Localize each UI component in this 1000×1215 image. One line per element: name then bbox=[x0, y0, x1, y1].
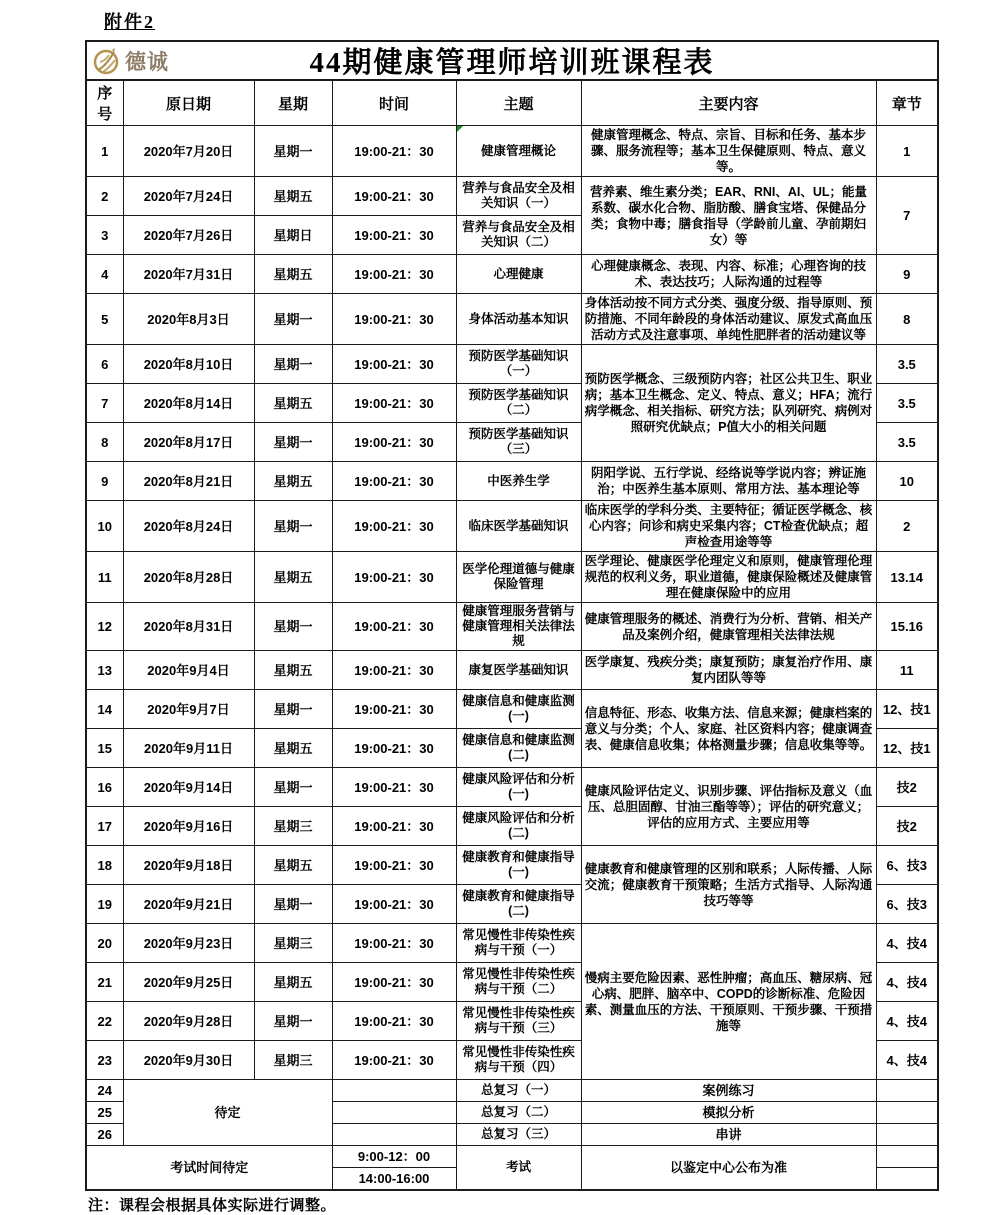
content-cell: 健康风险评估定义、识别步骤、评估指标及意义（血压、总胆固醇、甘油三酯等等）；评估的研究意义；评估的应用方式、主要应用等 bbox=[581, 768, 876, 846]
time-cell: 19:00-21：30 bbox=[332, 294, 456, 345]
time-cell: 19:00-21：30 bbox=[332, 603, 456, 651]
topic-cell: 总复习（一） bbox=[456, 1080, 581, 1102]
chapter-cell bbox=[876, 1146, 938, 1168]
table-row bbox=[86, 1080, 938, 1102]
serial-cell: 18 bbox=[86, 846, 123, 885]
weekday-cell: 星期一 bbox=[254, 294, 332, 345]
serial-cell: 23 bbox=[86, 1041, 123, 1080]
weekday-cell: 星期五 bbox=[254, 255, 332, 294]
table-row bbox=[86, 768, 938, 807]
date-cell: 2020年9月21日 bbox=[123, 885, 254, 924]
weekday-cell: 星期五 bbox=[254, 462, 332, 501]
content-cell: 营养素、维生素分类；EAR、RNI、AI、UL；能量系数、碳水化合物、脂肪酸、膳食宝塔、保健品分类；食物中毒；膳食指导（学龄前儿童、孕前期妇女）等 bbox=[581, 177, 876, 255]
brand-logo bbox=[90, 44, 169, 78]
chapter-cell: 6、技3 bbox=[876, 885, 938, 924]
time-cell: 19:00-21：30 bbox=[332, 501, 456, 552]
chapter-cell: 技2 bbox=[876, 807, 938, 846]
serial-cell: 3 bbox=[86, 216, 123, 255]
pending-cell: 考试时间待定 bbox=[86, 1146, 332, 1191]
topic-cell: 健康信息和健康监测(一) bbox=[456, 690, 581, 729]
chapter-cell: 9 bbox=[876, 255, 938, 294]
summary-cell: 以鉴定中心公布为准 bbox=[581, 1146, 876, 1191]
time-cell: 19:00-21：30 bbox=[332, 384, 456, 423]
content-cell: 医学康复、残疾分类；康复预防；康复治疗作用、康复内团队等等 bbox=[581, 651, 876, 690]
chapter-cell: 15.16 bbox=[876, 603, 938, 651]
time-cell: 19:00-21：30 bbox=[332, 846, 456, 885]
table-row bbox=[86, 846, 938, 885]
serial-cell: 9 bbox=[86, 462, 123, 501]
column-header: 原日期 bbox=[123, 80, 254, 126]
topic-cell: 预防医学基础知识（三） bbox=[456, 423, 581, 462]
time-cell: 19:00-21：30 bbox=[332, 651, 456, 690]
time-cell: 19:00-21：30 bbox=[332, 1041, 456, 1080]
table-row bbox=[86, 255, 938, 294]
topic-cell: 健康风险评估和分析(一) bbox=[456, 768, 581, 807]
time-cell: 19:00-21：30 bbox=[332, 177, 456, 216]
chapter-cell: 2 bbox=[876, 501, 938, 552]
table-row bbox=[86, 294, 938, 345]
column-header: 章节 bbox=[876, 80, 938, 126]
weekday-cell: 星期一 bbox=[254, 345, 332, 384]
serial-cell: 8 bbox=[86, 423, 123, 462]
table-row bbox=[86, 345, 938, 384]
page-title: 44期健康管理师培训班课程表 bbox=[309, 47, 715, 79]
summary-cell: 案例练习 bbox=[581, 1080, 876, 1102]
topic-cell: 常见慢性非传染性疾病与干预（三） bbox=[456, 1002, 581, 1041]
weekday-cell: 星期一 bbox=[254, 603, 332, 651]
summary-cell: 模拟分析 bbox=[581, 1102, 876, 1124]
topic-cell: 临床医学基础知识 bbox=[456, 501, 581, 552]
content-cell: 健康教育和健康管理的区别和联系；人际传播、人际交流；健康教育干预策略；生活方式指导、人际沟通技巧等等 bbox=[581, 846, 876, 924]
weekday-cell: 星期一 bbox=[254, 885, 332, 924]
date-cell: 2020年7月26日 bbox=[123, 216, 254, 255]
column-header: 序号 bbox=[86, 80, 123, 126]
title-cell bbox=[86, 41, 938, 80]
topic-cell: 健康教育和健康指导(二) bbox=[456, 885, 581, 924]
serial-cell: 20 bbox=[86, 924, 123, 963]
date-cell: 2020年7月31日 bbox=[123, 255, 254, 294]
serial-cell: 5 bbox=[86, 294, 123, 345]
topic-cell: 医学伦理道德与健康保险管理 bbox=[456, 552, 581, 603]
weekday-cell: 星期三 bbox=[254, 807, 332, 846]
table-row bbox=[86, 651, 938, 690]
topic-cell: 营养与食品安全及相关知识（一） bbox=[456, 177, 581, 216]
course-schedule-table bbox=[85, 40, 939, 1191]
serial-cell: 26 bbox=[86, 1124, 123, 1146]
serial-cell: 22 bbox=[86, 1002, 123, 1041]
topic-cell: 考试 bbox=[456, 1146, 581, 1191]
serial-cell: 21 bbox=[86, 963, 123, 1002]
date-cell: 2020年8月17日 bbox=[123, 423, 254, 462]
date-cell: 2020年9月25日 bbox=[123, 963, 254, 1002]
date-cell: 2020年7月24日 bbox=[123, 177, 254, 216]
content-cell: 预防医学概念、三级预防内容；社区公共卫生、职业病；基本卫生概念、定义、特点、意义；HFA；流行病学概念、相关指标、研究方法；队列研究、病例对照研究优缺点；P值大小的相关问题 bbox=[581, 345, 876, 462]
chapter-cell: 11 bbox=[876, 651, 938, 690]
content-cell: 医学理论、健康医学伦理定义和原则，健康管理伦理规范的权利义务，职业道德，健康保险概述及健康管理在健康保险中的应用 bbox=[581, 552, 876, 603]
weekday-cell: 星期日 bbox=[254, 216, 332, 255]
time-cell: 19:00-21：30 bbox=[332, 963, 456, 1002]
chapter-cell: 1 bbox=[876, 126, 938, 177]
chapter-cell: 6、技3 bbox=[876, 846, 938, 885]
serial-cell: 19 bbox=[86, 885, 123, 924]
time-cell: 19:00-21：30 bbox=[332, 423, 456, 462]
topic-cell: 营养与食品安全及相关知识（二） bbox=[456, 216, 581, 255]
weekday-cell: 星期一 bbox=[254, 126, 332, 177]
topic-cell: 健康管理概论 bbox=[456, 126, 581, 177]
topic-cell: 健康风险评估和分析(二) bbox=[456, 807, 581, 846]
column-header: 主题 bbox=[456, 80, 581, 126]
chapter-cell: 4、技4 bbox=[876, 1041, 938, 1080]
time-cell: 19:00-21：30 bbox=[332, 924, 456, 963]
date-cell: 2020年9月4日 bbox=[123, 651, 254, 690]
summary-cell: 串讲 bbox=[581, 1124, 876, 1146]
topic-cell: 预防医学基础知识（一） bbox=[456, 345, 581, 384]
topic-cell: 健康教育和健康指导(一) bbox=[456, 846, 581, 885]
weekday-cell: 星期一 bbox=[254, 1002, 332, 1041]
topic-cell: 常见慢性非传染性疾病与干预（二） bbox=[456, 963, 581, 1002]
topic-cell: 预防医学基础知识（二） bbox=[456, 384, 581, 423]
serial-cell: 10 bbox=[86, 501, 123, 552]
topic-cell: 身体活动基本知识 bbox=[456, 294, 581, 345]
time-cell: 19:00-21：30 bbox=[332, 126, 456, 177]
date-cell: 2020年9月11日 bbox=[123, 729, 254, 768]
serial-cell: 17 bbox=[86, 807, 123, 846]
time-cell: 19:00-21：30 bbox=[332, 255, 456, 294]
chapter-cell: 技2 bbox=[876, 768, 938, 807]
topic-cell: 总复习（三） bbox=[456, 1124, 581, 1146]
date-cell: 2020年8月28日 bbox=[123, 552, 254, 603]
chapter-cell: 10 bbox=[876, 462, 938, 501]
time-cell: 19:00-21：30 bbox=[332, 807, 456, 846]
content-cell: 慢病主要危险因素、恶性肿瘤；高血压、糖尿病、冠心病、肥胖、脑卒中、COPD的诊断标准、危险因素、测量血压的方法、干预原则、干预步骤、干预措施等 bbox=[581, 924, 876, 1080]
date-cell: 2020年9月18日 bbox=[123, 846, 254, 885]
date-cell: 2020年9月16日 bbox=[123, 807, 254, 846]
chapter-cell bbox=[876, 1080, 938, 1102]
chapter-cell bbox=[876, 1168, 938, 1191]
content-cell: 身体活动按不同方式分类、强度分级、指导原则、预防措施、不同年龄段的身体活动建议、原发式高血压活动方式及注意事项、单纯性肥胖者的活动建议等 bbox=[581, 294, 876, 345]
column-header-row bbox=[86, 80, 938, 126]
date-cell: 2020年8月24日 bbox=[123, 501, 254, 552]
time-cell: 19:00-21：30 bbox=[332, 345, 456, 384]
pending-cell: 待定 bbox=[123, 1080, 332, 1146]
weekday-cell: 星期五 bbox=[254, 846, 332, 885]
date-cell: 2020年9月14日 bbox=[123, 768, 254, 807]
chapter-cell: 8 bbox=[876, 294, 938, 345]
content-cell: 阴阳学说、五行学说、经络说等学说内容；辨证施治；中医养生基本原则、常用方法、基本理论等 bbox=[581, 462, 876, 501]
weekday-cell: 星期三 bbox=[254, 1041, 332, 1080]
date-cell: 2020年9月30日 bbox=[123, 1041, 254, 1080]
table-row bbox=[86, 1146, 938, 1168]
table-row bbox=[86, 177, 938, 216]
date-cell: 2020年8月3日 bbox=[123, 294, 254, 345]
table-row bbox=[86, 690, 938, 729]
serial-cell: 24 bbox=[86, 1080, 123, 1102]
date-cell: 2020年8月31日 bbox=[123, 603, 254, 651]
serial-cell: 15 bbox=[86, 729, 123, 768]
date-cell: 2020年8月14日 bbox=[123, 384, 254, 423]
time-cell: 19:00-21：30 bbox=[332, 885, 456, 924]
column-header: 星期 bbox=[254, 80, 332, 126]
topic-cell: 中医养生学 bbox=[456, 462, 581, 501]
time-cell bbox=[332, 1124, 456, 1146]
chapter-cell: 3.5 bbox=[876, 384, 938, 423]
topic-cell: 总复习（二） bbox=[456, 1102, 581, 1124]
topic-cell: 健康管理服务营销与健康管理相关法律法规 bbox=[456, 603, 581, 651]
weekday-cell: 星期五 bbox=[254, 384, 332, 423]
column-header: 时间 bbox=[332, 80, 456, 126]
table-row bbox=[86, 552, 938, 603]
chapter-cell: 13.14 bbox=[876, 552, 938, 603]
weekday-cell: 星期五 bbox=[254, 651, 332, 690]
table-row bbox=[86, 924, 938, 963]
brand-name: 德诚 bbox=[125, 51, 169, 74]
weekday-cell: 星期五 bbox=[254, 729, 332, 768]
time-cell: 9:00-12：00 bbox=[332, 1146, 456, 1168]
time-cell: 19:00-21：30 bbox=[332, 216, 456, 255]
wheat-circle-icon bbox=[90, 44, 124, 78]
serial-cell: 7 bbox=[86, 384, 123, 423]
table-row bbox=[86, 126, 938, 177]
chapter-cell: 4、技4 bbox=[876, 924, 938, 963]
chapter-cell: 4、技4 bbox=[876, 1002, 938, 1041]
serial-cell: 25 bbox=[86, 1102, 123, 1124]
time-cell bbox=[332, 1102, 456, 1124]
serial-cell: 13 bbox=[86, 651, 123, 690]
weekday-cell: 星期三 bbox=[254, 924, 332, 963]
chapter-cell: 3.5 bbox=[876, 423, 938, 462]
content-cell: 健康管理概念、特点、宗旨、目标和任务、基本步骤、服务流程等；基本卫生保健原则、特点、意义等。 bbox=[581, 126, 876, 177]
topic-cell: 康复医学基础知识 bbox=[456, 651, 581, 690]
serial-cell: 14 bbox=[86, 690, 123, 729]
date-cell: 2020年9月28日 bbox=[123, 1002, 254, 1041]
serial-cell: 1 bbox=[86, 126, 123, 177]
topic-cell: 健康信息和健康监测(二) bbox=[456, 729, 581, 768]
time-cell bbox=[332, 1080, 456, 1102]
weekday-cell: 星期五 bbox=[254, 552, 332, 603]
table-row bbox=[86, 501, 938, 552]
time-cell: 19:00-21：30 bbox=[332, 552, 456, 603]
time-cell: 19:00-21：30 bbox=[332, 462, 456, 501]
time-cell: 19:00-21：30 bbox=[332, 768, 456, 807]
serial-cell: 12 bbox=[86, 603, 123, 651]
chapter-cell: 12、技1 bbox=[876, 690, 938, 729]
content-cell: 心理健康概念、表现、内容、标准；心理咨询的技术、表达技巧；人际沟通的过程等 bbox=[581, 255, 876, 294]
course-table-body bbox=[86, 126, 938, 1191]
weekday-cell: 星期一 bbox=[254, 768, 332, 807]
title-row bbox=[86, 41, 938, 80]
serial-cell: 4 bbox=[86, 255, 123, 294]
footnote: 注：课程会根据具体实际进行调整。 bbox=[88, 1197, 337, 1214]
content-cell: 临床医学的学科分类、主要特征；循证医学概念、核心内容；问诊和病史采集内容；CT检查优缺点；超声检查用途等等 bbox=[581, 501, 876, 552]
table-row bbox=[86, 603, 938, 651]
weekday-cell: 星期一 bbox=[254, 690, 332, 729]
serial-cell: 11 bbox=[86, 552, 123, 603]
date-cell: 2020年9月7日 bbox=[123, 690, 254, 729]
topic-cell: 心理健康 bbox=[456, 255, 581, 294]
serial-cell: 6 bbox=[86, 345, 123, 384]
weekday-cell: 星期五 bbox=[254, 963, 332, 1002]
time-cell: 19:00-21：30 bbox=[332, 1002, 456, 1041]
table-row bbox=[86, 462, 938, 501]
column-header: 主要内容 bbox=[581, 80, 876, 126]
content-cell: 健康管理服务的概述、消费行为分析、营销、相关产品及案例介绍，健康管理相关法律法规 bbox=[581, 603, 876, 651]
date-cell: 2020年7月20日 bbox=[123, 126, 254, 177]
weekday-cell: 星期一 bbox=[254, 423, 332, 462]
chapter-cell bbox=[876, 1102, 938, 1124]
date-cell: 2020年8月10日 bbox=[123, 345, 254, 384]
time-cell: 19:00-21：30 bbox=[332, 729, 456, 768]
chapter-cell: 12、技1 bbox=[876, 729, 938, 768]
attachment-label: 附件2 bbox=[104, 12, 155, 32]
chapter-cell bbox=[876, 1124, 938, 1146]
topic-cell: 常见慢性非传染性疾病与干预（一） bbox=[456, 924, 581, 963]
content-cell: 信息特征、形态、收集方法、信息来源；健康档案的意义与分类；个人、家庭、社区资料内容；健康调查表、健康信息收集；体格测量步骤；信息收集等等。 bbox=[581, 690, 876, 768]
serial-cell: 2 bbox=[86, 177, 123, 216]
chapter-cell: 3.5 bbox=[876, 345, 938, 384]
chapter-cell: 7 bbox=[876, 177, 938, 255]
time-cell: 14:00-16:00 bbox=[332, 1168, 456, 1191]
time-cell: 19:00-21：30 bbox=[332, 690, 456, 729]
serial-cell: 16 bbox=[86, 768, 123, 807]
weekday-cell: 星期五 bbox=[254, 177, 332, 216]
date-cell: 2020年9月23日 bbox=[123, 924, 254, 963]
topic-cell: 常见慢性非传染性疾病与干预（四） bbox=[456, 1041, 581, 1080]
date-cell: 2020年8月21日 bbox=[123, 462, 254, 501]
weekday-cell: 星期一 bbox=[254, 501, 332, 552]
chapter-cell: 4、技4 bbox=[876, 963, 938, 1002]
